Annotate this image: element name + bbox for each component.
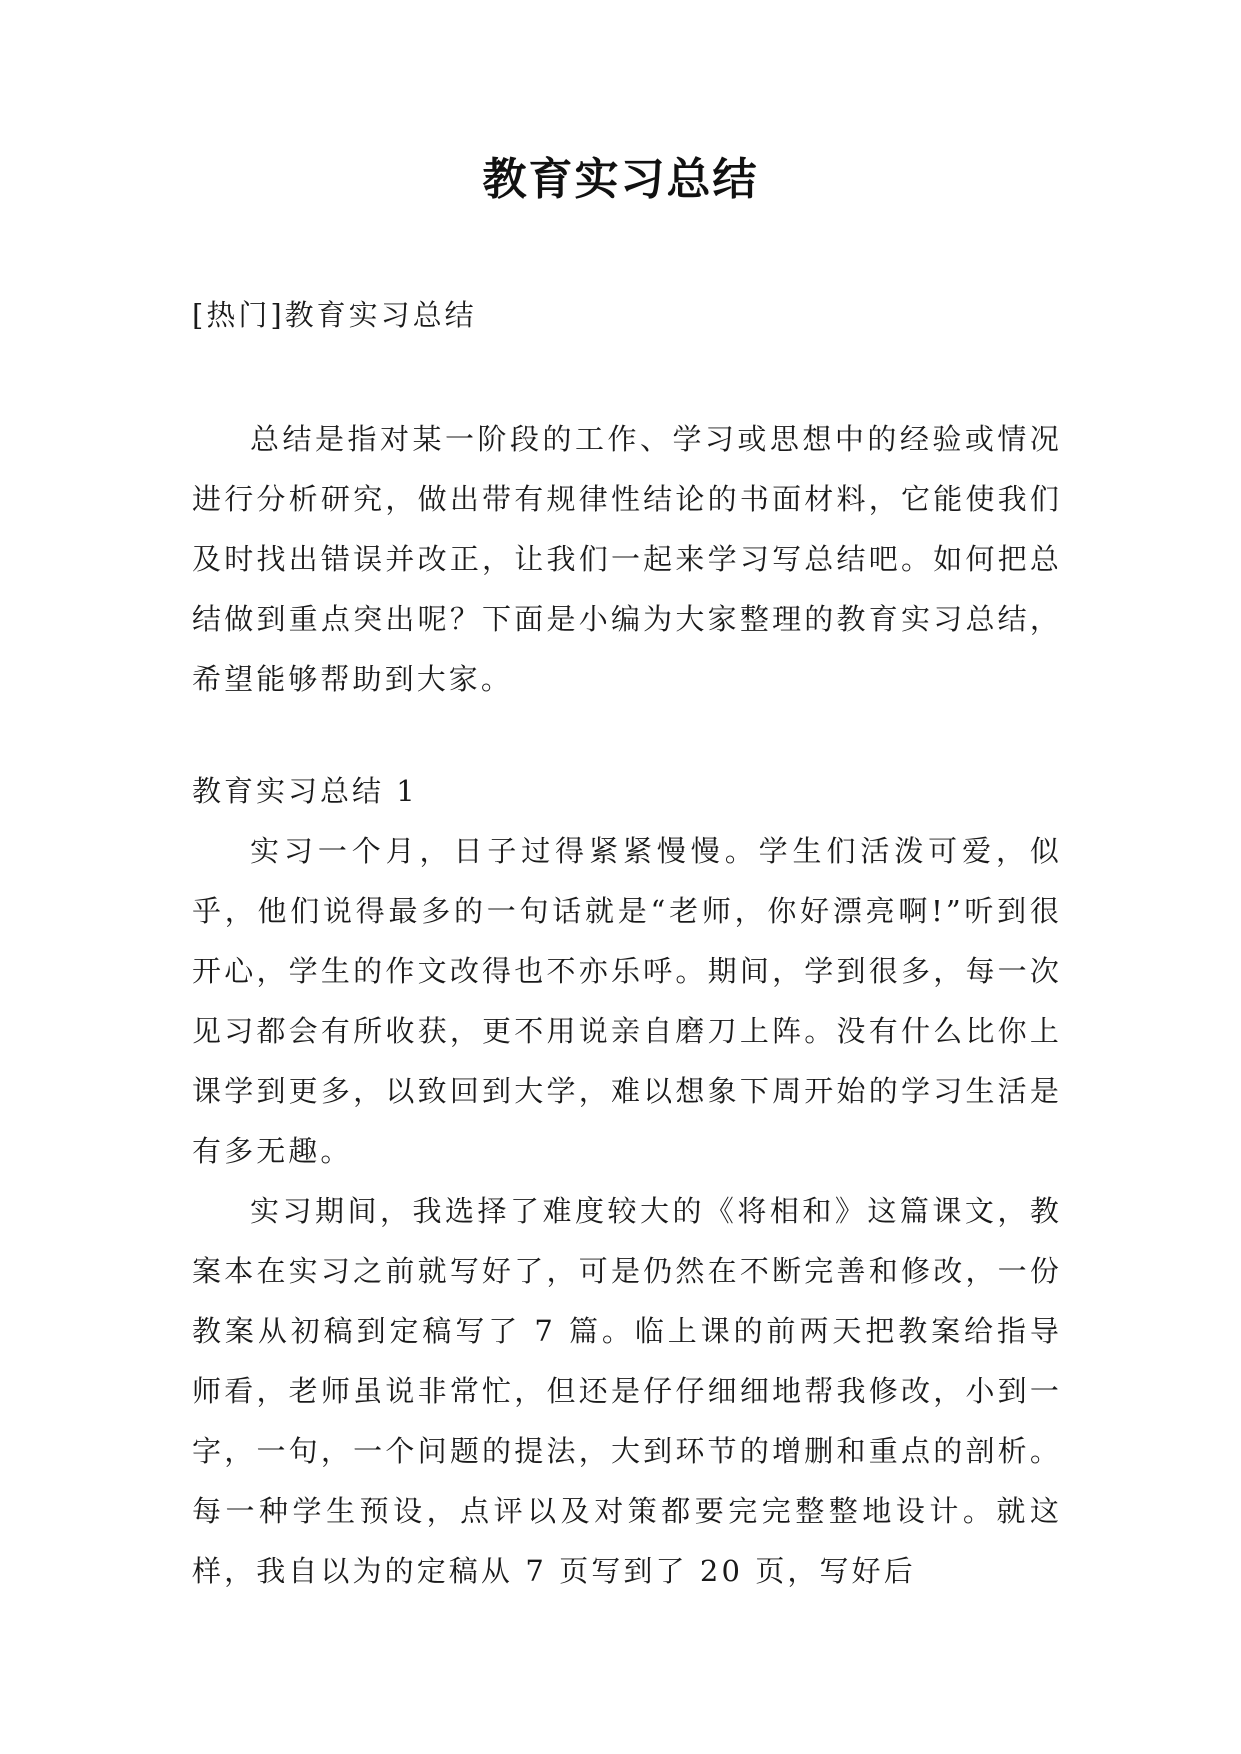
document-subtitle: [热门]教育实习总结: [192, 298, 477, 332]
intro-paragraph: 总结是指对某一阶段的工作、学习或思想中的经验或情况进行分析研究，做出带有规律性结论的书面材料，它能使我们及时找出错误并改正，让我们一起来学习写总结吧。如何把总结做到重点突出呢？下面是小编为大家整理的教育实习总结，希望能够帮助到大家。: [192, 422, 1062, 696]
body-paragraph: 实习一个月，日子过得紧紧慢慢。学生们活泼可爱，似乎，他们说得最多的一句话就是“老师，你好漂亮啊!”听到很开心，学生的作文改得也不亦乐呼。期间，学到很多，每一次见习都会有所收获，更不用说亲自磨刀上阵。没有什么比你上课学到更多，以致回到大学，难以想象下周开始的学习生活是有多无趣。: [192, 834, 1062, 1168]
section-heading: 教育实习总结 1: [192, 774, 418, 808]
document-body: [192, 285, 1062, 1601]
spacer: [192, 345, 1062, 409]
spacer: [192, 709, 1062, 761]
document-title: 教育实习总结: [482, 154, 759, 205]
body-paragraph: 实习期间，我选择了难度较大的《将相和》这篇课文，教案本在实习之前就写好了，可是仍然在不断完善和修改，一份教案从初稿到定稿写了 7 篇。临上课的前两天把教案给指导师看，老师虽说非常忙，但还是仔仔细细地帮我修改，小到一字，一句，一个问题的提法，大到环节的增删和重点的剖析。每一种学生预设，点评以及对策都要完完整整地设计。就这样，我自以为的定稿从 7 页写到了 20 页，写好后: [192, 1194, 1062, 1588]
